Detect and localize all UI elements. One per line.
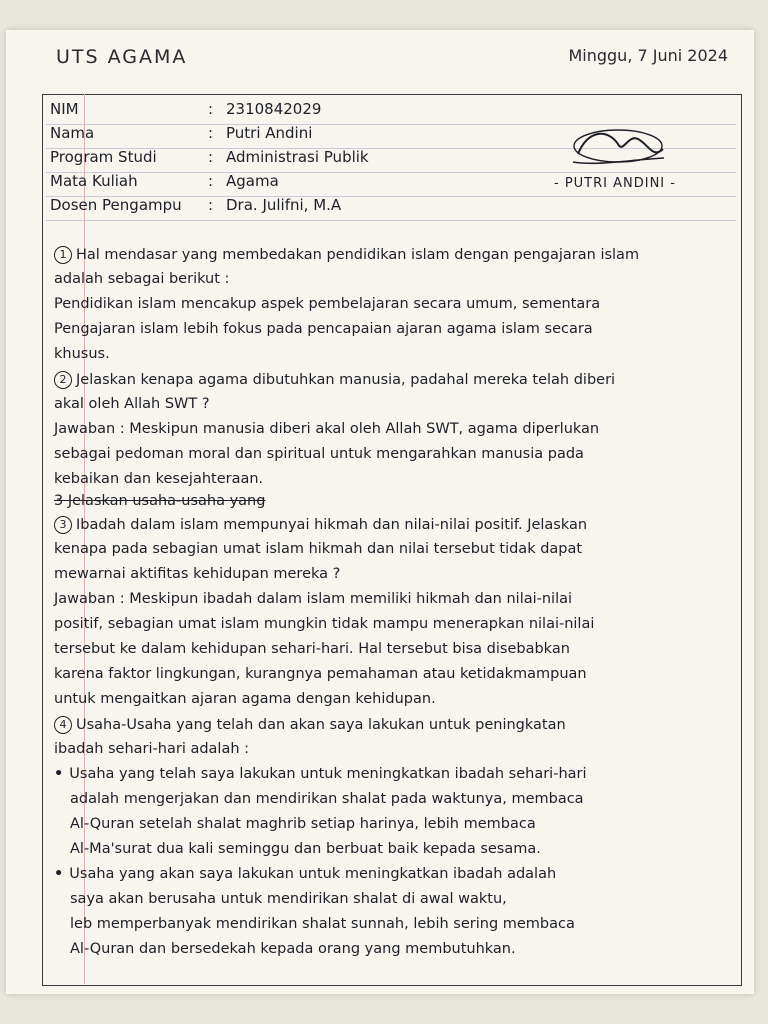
info-value: Administrasi Publik xyxy=(226,148,369,166)
q2-line: kebaikan dan kesejahteraan. xyxy=(54,471,264,487)
q1-line: khusus. xyxy=(54,346,110,362)
q4-bullet1-line: Al-Ma'surat dua kali seminggu dan berbuat baik kepada sesama. xyxy=(70,841,541,857)
info-row-nama: Nama : Putri Andini xyxy=(50,124,313,142)
exam-title: UTS AGAMA xyxy=(56,46,188,68)
info-value: Agama xyxy=(226,172,279,190)
q3-line: Jawaban : Meskipun ibadah dalam islam memiliki hikmah dan nilai-nilai xyxy=(54,591,573,607)
info-row-prodi: Program Studi : Administrasi Publik xyxy=(50,148,369,166)
q2-line: 2 Jelaskan kenapa agama dibutuhkan manusia, padahal mereka telah diberi xyxy=(54,371,615,389)
q3-line: 3 Ibadah dalam islam mempunyai hikmah dan nilai-nilai positif. Jelaskan xyxy=(54,516,587,534)
q1-line: Pendidikan islam mencakup aspek pembelajaran secara umum, sementara xyxy=(54,296,601,312)
info-row-dosen: Dosen Pengampu : Dra. Julifni, M.A xyxy=(50,196,342,214)
q1-number: 1 xyxy=(54,246,72,264)
info-value: Putri Andini xyxy=(226,124,313,142)
q4-bullet2-line: • Usaha yang akan saya lakukan untuk meningkatkan ibadah adalah xyxy=(54,866,557,882)
signature-mark xyxy=(568,124,668,174)
ruled-line xyxy=(46,220,736,221)
signature-name: - PUTRI ANDINI - xyxy=(554,176,676,191)
exam-sheet xyxy=(6,30,754,994)
q1-line: adalah sebagai berikut : xyxy=(54,271,230,287)
q2-line: sebagai pedoman moral dan spiritual untuk mengarahkan manusia pada xyxy=(54,446,584,462)
q3-line: karena faktor lingkungan, kurangnya pemahaman atau ketidakmampuan xyxy=(54,666,587,682)
q3-line: positif, sebagian umat islam mungkin tidak mampu menerapkan nilai-nilai xyxy=(54,616,595,632)
info-row-matkul: Mata Kuliah : Agama xyxy=(50,172,279,190)
q1-line: Pengajaran islam lebih fokus pada pencapaian ajaran agama islam secara xyxy=(54,321,593,337)
q4-bullet1-line: adalah mengerjakan dan mendirikan shalat pada waktunya, membaca xyxy=(70,791,584,807)
q4-bullet2-line: leb memperbanyak mendirikan shalat sunnah, lebih sering membaca xyxy=(70,916,575,932)
q4-bullet1-line: Al-Quran setelah shalat maghrib setiap harinya, lebih membaca xyxy=(70,816,536,832)
q3-line: tersebut ke dalam kehidupan sehari-hari. Hal tersebut bisa disebabkan xyxy=(54,641,570,657)
q4-line: 4 Usaha-Usaha yang telah dan akan saya lakukan untuk peningkatan xyxy=(54,716,566,734)
q4-bullet2-line: Al-Quran dan bersedekah kepada orang yang membutuhkan. xyxy=(70,941,516,957)
q3-number: 3 xyxy=(54,516,72,534)
q2-line: akal oleh Allah SWT ? xyxy=(54,396,210,412)
q4-number: 4 xyxy=(54,716,72,734)
info-label: NIM xyxy=(50,100,79,118)
info-label: Dosen Pengampu xyxy=(50,196,182,214)
q2-line: Jawaban : Meskipun manusia diberi akal oleh Allah SWT, agama diperlukan xyxy=(54,421,600,437)
q3-line: mewarnai aktifitas kehidupan mereka ? xyxy=(54,566,341,582)
q3-line: kenapa pada sebagian umat islam hikmah dan nilai tersebut tidak dapat xyxy=(54,541,583,557)
q1-line: 1 Hal mendasar yang membedakan pendidikan islam dengan pengajaran islam xyxy=(54,246,639,264)
info-label: Nama xyxy=(50,124,95,142)
info-label: Mata Kuliah xyxy=(50,172,138,190)
info-value: Dra. Julifni, M.A xyxy=(226,196,342,214)
q2-number: 2 xyxy=(54,371,72,389)
q4-bullet2-line: saya akan berusaha untuk mendirikan shalat di awal waktu, xyxy=(70,891,507,907)
q3-line: untuk mengaitkan ajaran agama dengan kehidupan. xyxy=(54,691,436,707)
info-label: Program Studi xyxy=(50,148,157,166)
info-row-nim: NIM : 2310842029 xyxy=(50,100,322,118)
q4-bullet1-line: • Usaha yang telah saya lakukan untuk meningkatkan ibadah sehari-hari xyxy=(54,766,587,782)
struck-line: 3 Jelaskan usaha-usaha yang xyxy=(54,493,266,509)
q4-line: ibadah sehari-hari adalah : xyxy=(54,741,250,757)
exam-date: Minggu, 7 Juni 2024 xyxy=(568,46,728,65)
info-value: 2310842029 xyxy=(226,100,322,118)
